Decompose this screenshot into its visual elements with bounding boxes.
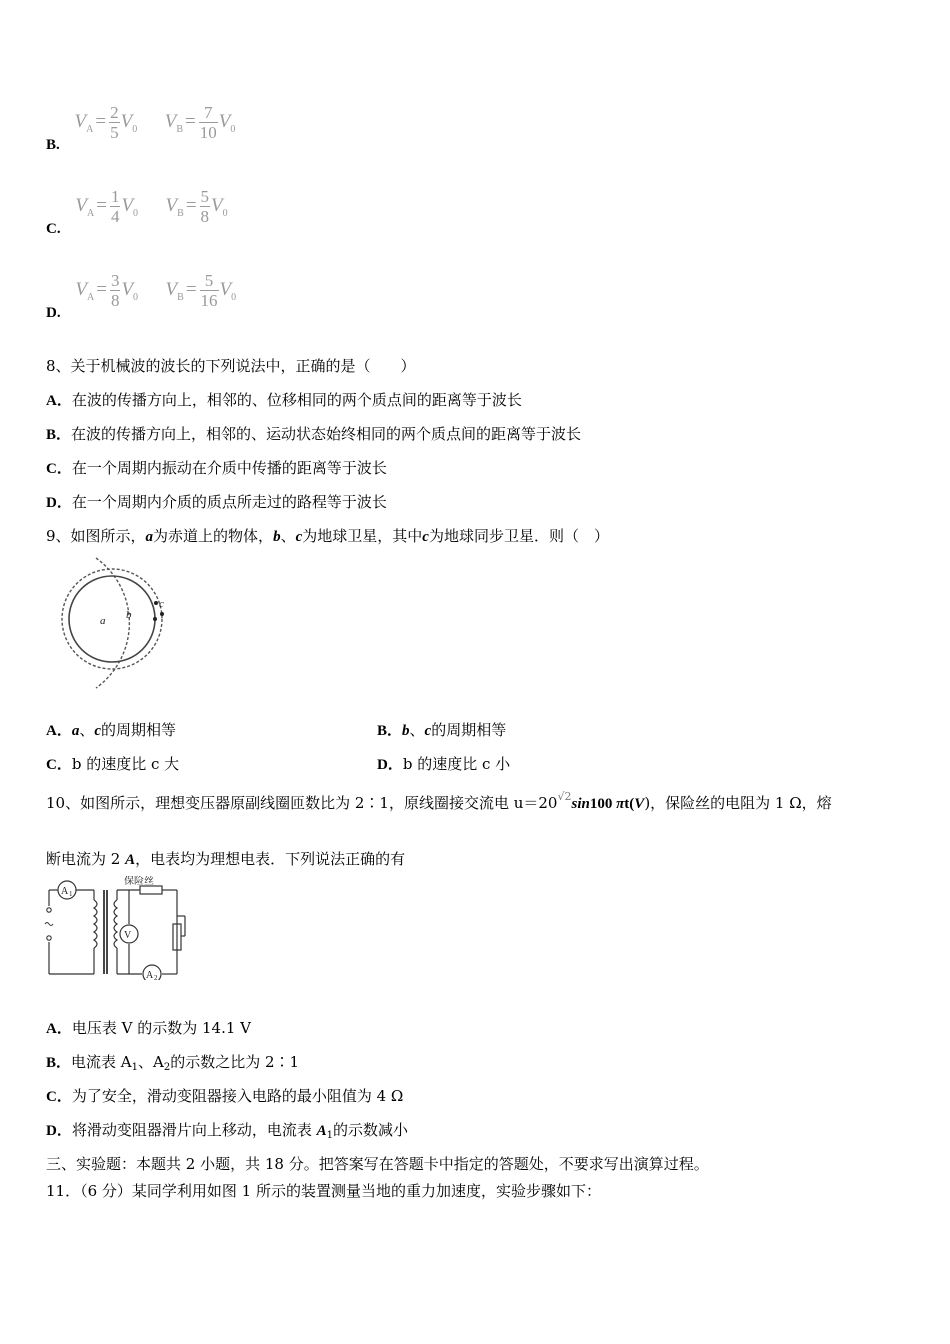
q8-option-a: A．在波的传播方向上，相邻的、位移相同的两个质点间的距离等于波长 bbox=[46, 391, 522, 409]
q7-option-b bbox=[46, 103, 236, 153]
q9-option-c: C．b 的速度比 c 大 bbox=[46, 755, 180, 773]
q9-option-d: D．b 的速度比 c 小 bbox=[377, 755, 511, 773]
q8-option-d: D．在一个周期内介质的质点所走过的路程等于波长 bbox=[46, 493, 387, 511]
a1-label: A bbox=[61, 886, 69, 897]
transformer-circuit-figure bbox=[44, 876, 194, 980]
q11-stem: 11．（6 分）某同学利用如图 1 所示的装置测量当地的重力加速度，实验步骤如下： bbox=[46, 1182, 601, 1200]
label-b: b bbox=[126, 609, 132, 621]
fraction: $\frac{1}{4}$ bbox=[110, 187, 120, 226]
fuse-label: 保险丝 bbox=[124, 876, 154, 887]
q7-option-d bbox=[46, 271, 237, 321]
q9-stem: 9、如图所示，a为赤道上的物体，b、c为地球卫星，其中c为地球同步卫星．则（ ） bbox=[46, 527, 609, 545]
v-label: V bbox=[124, 930, 132, 941]
svg-text:1: 1 bbox=[69, 890, 73, 898]
earth-circle bbox=[69, 576, 155, 662]
label-c: c bbox=[159, 598, 164, 610]
svg-text:2: 2 bbox=[154, 974, 158, 980]
fraction: $\frac{2}{5}$ bbox=[110, 103, 119, 142]
q10-option-b: B．电流表 $A_1$、$A_2$的示数之比为 2∶1 bbox=[46, 1053, 300, 1073]
q10-option-d: D．将滑动变阻器滑片向上移动，电流表 $A_1$的示数减小 bbox=[46, 1121, 409, 1141]
middle-orbit-b bbox=[62, 569, 162, 669]
formula: $V_A$ = $\frac{3}{8}$ $V_0$ $V_B$ = $\frac{5}{16}$ $V_0$ bbox=[75, 271, 237, 310]
q7-option-c bbox=[46, 187, 228, 237]
fraction: $\frac{5}{16}$ bbox=[200, 271, 218, 310]
section-3-heading: 三、实验题：本题共 2 小题，共 18 分。把答案写在答题卡中指定的答题处，不要求写出演算过程。 bbox=[46, 1155, 709, 1173]
q9-option-a: A．a、c的周期相等 bbox=[46, 721, 177, 739]
q8-stem: 8、关于机械波的波长的下列说法中，正确的是（ ） bbox=[46, 357, 416, 375]
q8-option-b: B．在波的传播方向上，相邻的、运动状态始终相同的两个质点间的距离等于波长 bbox=[46, 425, 582, 443]
point-c bbox=[154, 601, 158, 605]
q9-option-b: B．b、c的周期相等 bbox=[377, 721, 507, 739]
formula: $V_A$ = $\frac{2}{5}$ $V_0$ $V_B$ = $\frac{7}{10}$ $V_0$ bbox=[74, 103, 236, 142]
a2-label: A bbox=[146, 970, 154, 980]
orbit-figure bbox=[44, 556, 174, 694]
fraction: $\frac{3}{8}$ bbox=[110, 271, 120, 310]
q8-option-c: C．在一个周期内振动在介质中传播的距离等于波长 bbox=[46, 459, 387, 477]
label-a: a bbox=[100, 615, 106, 627]
option-label: B. bbox=[46, 136, 60, 153]
q10-stem-line2: 断电流为 2 A，电表均为理想电表．下列说法正确的有 bbox=[46, 850, 406, 868]
q10-stem-line1: 10、如图所示，理想变压器原副线圈匝数比为 2∶1，原线圈接交流电 $u=20^{√2}\sin 100$ πt(V)，保险丝的电阻为 1 Ω，熔 bbox=[46, 790, 832, 812]
q10-option-c: C．为了安全，滑动变阻器接入电路的最小阻值为 4 Ω bbox=[46, 1087, 404, 1105]
point-a bbox=[153, 617, 157, 621]
option-label: C. bbox=[46, 220, 61, 237]
point-b bbox=[160, 612, 164, 616]
formula: $V_A$ = $\frac{1}{4}$ $V_0$ $V_B$ = $\frac{5}{8}$ $V_0$ bbox=[75, 187, 228, 226]
fraction: $\frac{7}{10}$ bbox=[199, 103, 217, 142]
option-label: D. bbox=[46, 304, 61, 321]
q10-option-a: A．电压表 V 的示数为 14.1 V bbox=[46, 1019, 251, 1037]
fraction: $\frac{5}{8}$ bbox=[200, 187, 210, 226]
